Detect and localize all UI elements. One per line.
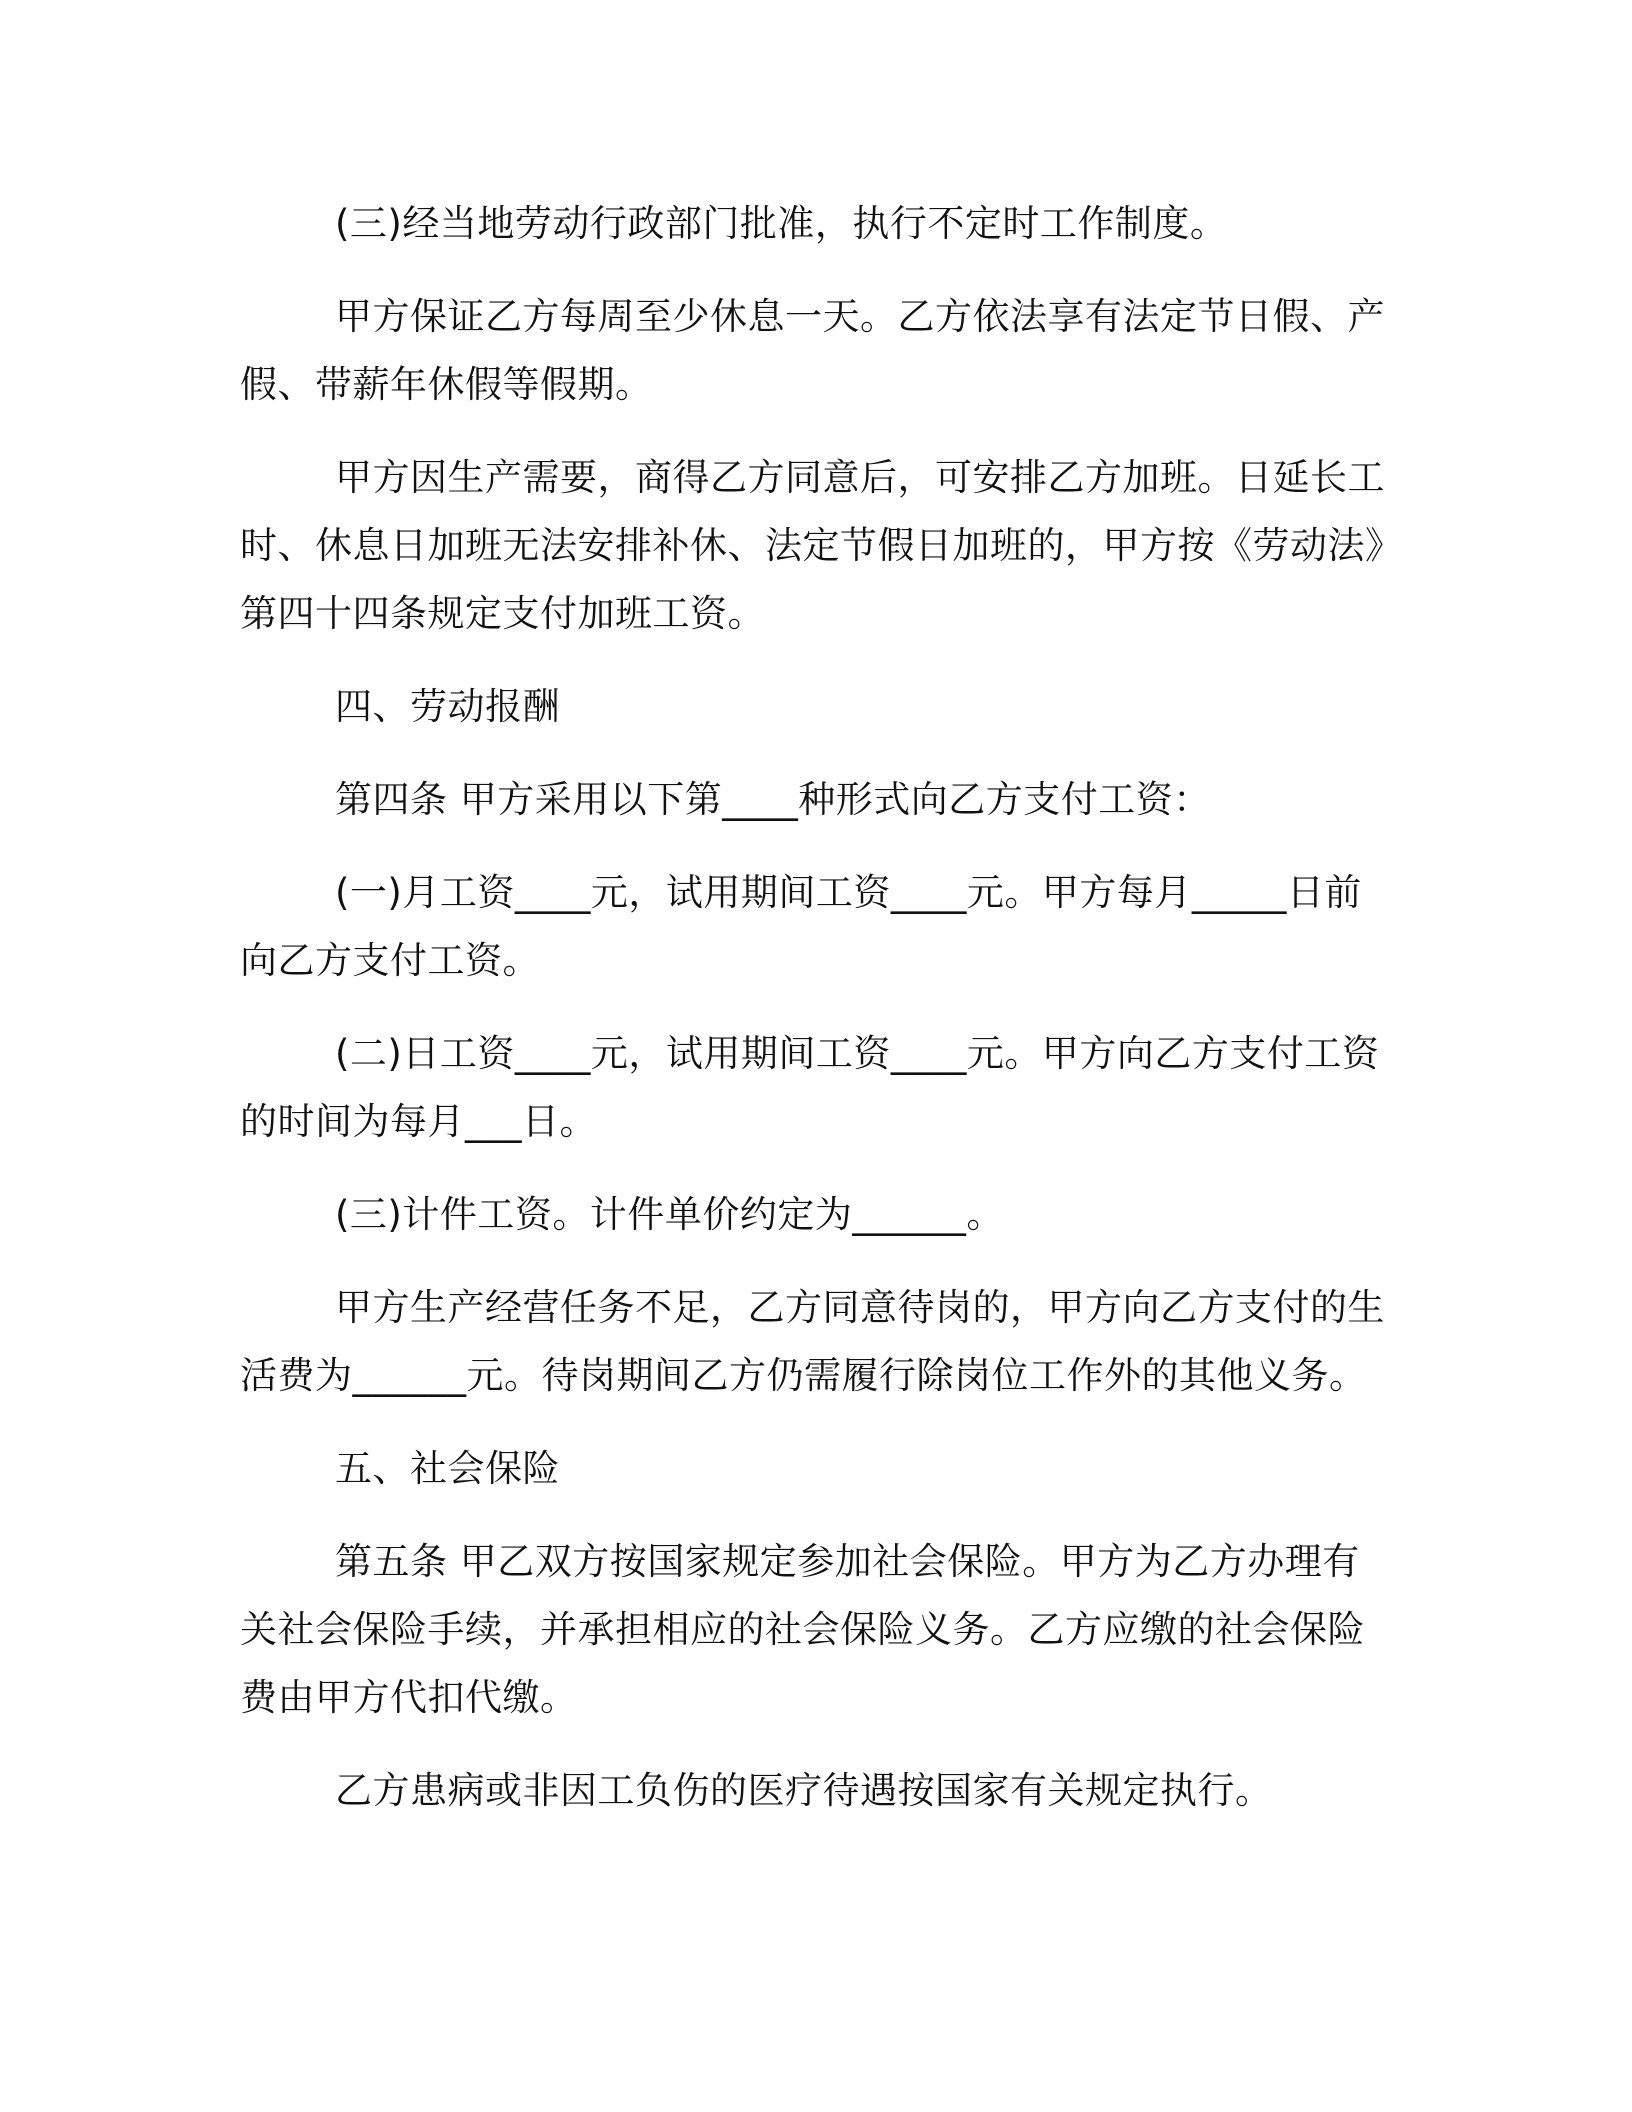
clause-standby-allowance: 甲方生产经营任务不足，乙方同意待岗的，甲方向乙方支付的生活费为______元。待岗期间乙方仍需履行除岗位工作外的其他义务。	[240, 1286, 1385, 1397]
article-four: 第四条 甲方采用以下第____种形式向乙方支付工资：	[335, 778, 1211, 821]
clause-overtime: 甲方因生产需要，商得乙方同意后，可安排乙方加班。日延长工时、休息日加班无法安排补休、法定节假日加班的，甲方按《劳动法》第四十四条规定支付加班工资。	[240, 456, 1385, 635]
section-heading-remuneration: 四、劳动报酬	[335, 685, 560, 728]
clause-daily-wage: (二)日工资____元，试用期间工资____元。甲方向乙方支付工资的时间为每月___日。	[240, 1032, 1380, 1143]
clause-rest-days: 甲方保证乙方每周至少休息一天。乙方依法享有法定节日假、产假、带薪年休假等假期。	[240, 295, 1385, 406]
article-five: 第五条 甲乙双方按国家规定参加社会保险。甲方为乙方办理有关社会保险手续，并承担相应的社会保险义务。乙方应缴的社会保险费由甲方代扣代缴。	[240, 1540, 1365, 1719]
clause-piece-wage: (三)计件工资。计件单价约定为______。	[335, 1193, 1004, 1236]
section-heading-social-insurance: 五、社会保险	[335, 1447, 560, 1490]
clause-monthly-wage: (一)月工资____元，试用期间工资____元。甲方每月_____日前向乙方支付工资。	[240, 871, 1362, 982]
clause-unfixed-hours: (三)经当地劳动行政部门批准，执行不定时工作制度。	[335, 202, 1228, 245]
clause-medical-treatment: 乙方患病或非因工负伤的医疗待遇按国家有关规定执行。	[335, 1769, 1273, 1812]
document-body	[240, 190, 1390, 1850]
